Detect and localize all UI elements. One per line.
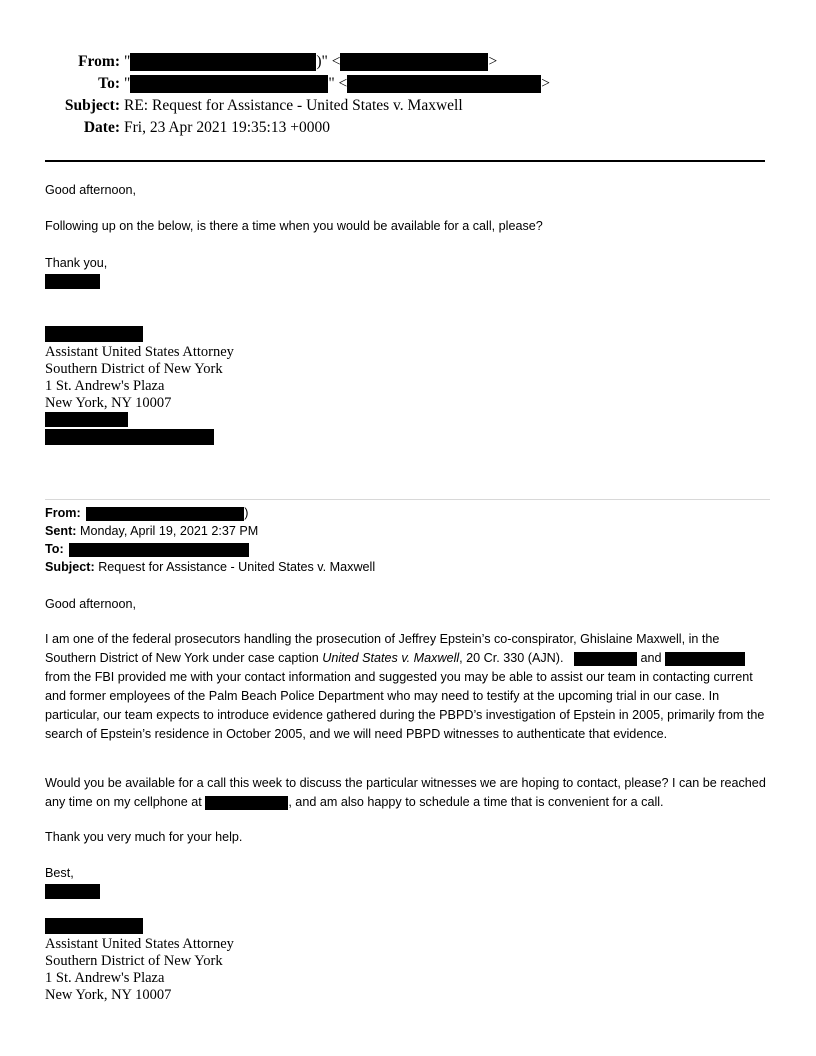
original-to-row — [45, 540, 249, 558]
p1-and: and — [640, 651, 662, 665]
p1-text-b: , 20 Cr. 330 (AJN). — [459, 651, 564, 665]
original-signature-street: 1 St. Andrew's Plaza — [45, 970, 165, 986]
redaction-block — [340, 53, 488, 71]
paren-close: ) — [244, 506, 249, 520]
redacted-sender-name — [45, 274, 100, 289]
p1-text-a: I am one of the federal prosecutors handling the prosecution of Jeffrey Epstein’s co-conspirator, Ghislaine Maxwell, in the Southern District of New York under case caption — [45, 632, 720, 665]
header-date-label: Date: — [83, 119, 120, 136]
original-signature-title: Assistant United States Attorney — [45, 936, 234, 952]
redacted-email — [45, 429, 214, 445]
original-greeting: Good afternoon, — [45, 597, 137, 611]
redaction-block — [86, 507, 244, 521]
quoted-divider — [45, 499, 770, 500]
redaction-block — [347, 75, 541, 93]
case-caption: United States v. Maxwell — [322, 651, 460, 665]
original-from-label: From: — [45, 506, 81, 520]
header-subject-label: Subject: — [64, 97, 120, 114]
quote-open: " — [124, 53, 131, 70]
reply-signature-street: 1 St. Andrew's Plaza — [45, 378, 165, 394]
original-to-label: To: — [45, 542, 64, 556]
redacted-signature-name — [45, 326, 143, 342]
reply-signature-title: Assistant United States Attorney — [45, 344, 234, 360]
original-paragraph-3: Thank you very much for your help. — [45, 830, 243, 844]
original-sent-row — [45, 522, 258, 540]
original-subject-value: Request for Assistance - United States v. Maxwell — [98, 560, 376, 574]
redaction-block — [130, 75, 328, 93]
p2-text-a: Would you be available for a call this week to discuss the particular witnesses we are hoping to contact, please? I can be reached any time on my cellphone at — [45, 776, 766, 809]
original-signature-office: Southern District of New York — [45, 953, 223, 969]
reply-thanks: Thank you, — [45, 256, 108, 270]
to-separator: " < — [328, 75, 348, 92]
header-to-label: To: — [98, 75, 120, 92]
reply-signature-office: Southern District of New York — [45, 361, 223, 377]
original-sent-label: Sent: — [45, 524, 77, 538]
header-to-value — [124, 74, 550, 94]
angle-close: > — [541, 75, 551, 92]
redacted-phone — [45, 412, 128, 427]
p2-text-b: , and am also happy to schedule a time that is convenient for a call. — [288, 795, 664, 809]
reply-signature-city: New York, NY 10007 — [45, 395, 172, 411]
from-separator: )" < — [316, 53, 341, 70]
original-from-row — [45, 504, 248, 522]
original-paragraph-2 — [45, 774, 773, 812]
header-subject-row — [0, 96, 816, 116]
redacted-signature-name — [45, 918, 143, 934]
header-date-value: Fri, 23 Apr 2021 19:35:13 +0000 — [124, 119, 330, 136]
original-closing: Best, — [45, 866, 74, 880]
reply-greeting: Good afternoon, — [45, 183, 137, 197]
header-subject-value: RE: Request for Assistance - United States v. Maxwell — [124, 97, 463, 114]
original-paragraph-1 — [45, 630, 773, 744]
original-subject-row — [45, 558, 375, 576]
header-divider — [45, 160, 765, 162]
header-from-value — [124, 52, 497, 72]
original-subject-label: Subject: — [45, 560, 95, 574]
quote-open: " — [124, 75, 131, 92]
reply-line: Following up on the below, is there a time when you would be available for a call, please? — [45, 219, 543, 233]
header-date-row — [0, 118, 816, 138]
redaction-block — [69, 543, 249, 557]
header-from-row — [0, 52, 816, 72]
header-from-label: From: — [78, 53, 120, 70]
original-signature-city: New York, NY 10007 — [45, 987, 172, 1003]
p1-text-c: from the FBI provided me with your contact information and suggested you may be able to assist our team in contacting current and former employees of the Palm Beach Police Department who may need to testify at the upcoming trial in our case. In particular, our team expects to introduce evidence gathered during the PBPD’s investigation of Epstein in 2005, primarily from the search of Epstein’s residence in October 2005, and we will need PBPD witnesses to authenticate that evidence. — [45, 670, 765, 741]
redacted-sender-name — [45, 884, 100, 899]
redaction-block — [574, 652, 637, 666]
original-sent-value: Monday, April 19, 2021 2:37 PM — [79, 524, 259, 538]
redaction-block — [130, 53, 316, 71]
angle-close: > — [488, 53, 498, 70]
header-to-row — [0, 74, 816, 94]
redaction-block — [205, 796, 288, 810]
redaction-block — [665, 652, 745, 666]
